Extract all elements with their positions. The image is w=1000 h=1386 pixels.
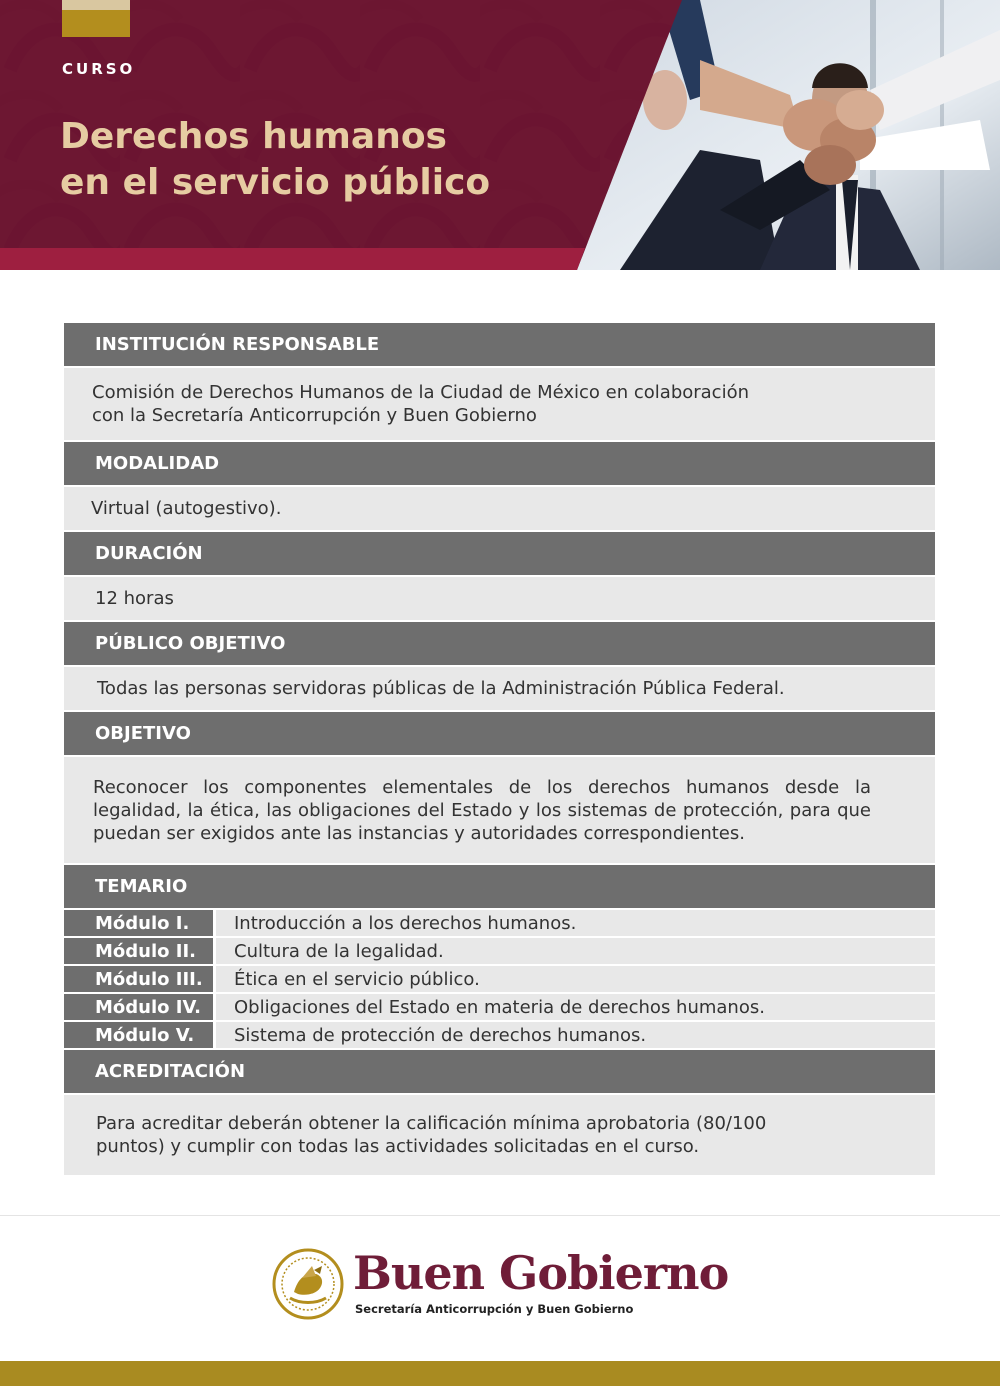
course-info-table: [64, 323, 935, 1177]
brand-subtitle: Secretaría Anticorrupción y Buen Gobierno: [355, 1302, 634, 1316]
duracion-heading: DURACIÓN: [64, 532, 935, 575]
module-label: Módulo III.: [64, 966, 213, 992]
module-row: [64, 966, 935, 992]
bottom-gold-bar: [0, 1361, 1000, 1386]
module-row: [64, 1022, 935, 1048]
brand-name: Buen Gobierno: [353, 1246, 729, 1300]
objetivo-body: [64, 757, 935, 863]
module-text: Sistema de protección de derechos humanos.: [216, 1022, 935, 1048]
module-label: Módulo I.: [64, 910, 213, 936]
module-text: Introducción a los derechos humanos.: [216, 910, 935, 936]
acreditacion-line-2: puntos) y cumplir con todas las actividades solicitadas en el curso.: [96, 1136, 700, 1157]
module-label: Módulo II.: [64, 938, 213, 964]
institucion-line-2: con la Secretaría Anticorrupción y Buen Gobierno: [92, 405, 537, 426]
publico-heading: PÚBLICO OBJETIVO: [64, 622, 935, 665]
course-label: CURSO: [62, 60, 136, 78]
module-row: [64, 938, 935, 964]
modalidad-heading: MODALIDAD: [64, 442, 935, 485]
acreditacion-line-1: Para acreditar deberán obtener la calificación mínima aprobatoria (80/100: [96, 1113, 767, 1134]
objetivo-text: Reconocer los componentes elementales de los derechos humanos desde la legalidad, la ética, las obligaciones del Estado y los sistemas de protección, para que puedan ser exigidos ante las instancias y autoridades correspondientes.: [93, 776, 871, 844]
institucion-heading: INSTITUCIÓN RESPONSABLE: [64, 323, 935, 366]
modalidad-body: Virtual (autogestivo).: [64, 487, 935, 530]
acreditacion-body: [64, 1095, 935, 1175]
title-line-2: en el servicio público: [60, 162, 491, 203]
module-row: [64, 910, 935, 936]
temario-heading: TEMARIO: [64, 865, 935, 908]
acreditacion-heading: ACREDITACIÓN: [64, 1050, 935, 1093]
gold-tab-accent: [62, 0, 130, 37]
publico-body: Todas las personas servidoras públicas de la Administración Pública Federal.: [64, 667, 935, 710]
title-line-1: Derechos humanos: [60, 116, 447, 157]
page-title: [60, 114, 580, 206]
module-label: Módulo IV.: [64, 994, 213, 1020]
module-label: Módulo V.: [64, 1022, 213, 1048]
duracion-body: 12 horas: [64, 577, 935, 620]
institucion-body: [64, 368, 935, 440]
footer-divider: [0, 1215, 1000, 1216]
module-row: [64, 994, 935, 1020]
module-text: Ética en el servicio público.: [216, 966, 935, 992]
module-text: Obligaciones del Estado en materia de derechos humanos.: [216, 994, 935, 1020]
institucion-line-1: Comisión de Derechos Humanos de la Ciudad de México en colaboración: [92, 382, 749, 403]
header-banner: [0, 0, 1000, 270]
coat-of-arms-seal-icon: [272, 1248, 344, 1320]
objetivo-heading: OBJETIVO: [64, 712, 935, 755]
module-text: Cultura de la legalidad.: [216, 938, 935, 964]
